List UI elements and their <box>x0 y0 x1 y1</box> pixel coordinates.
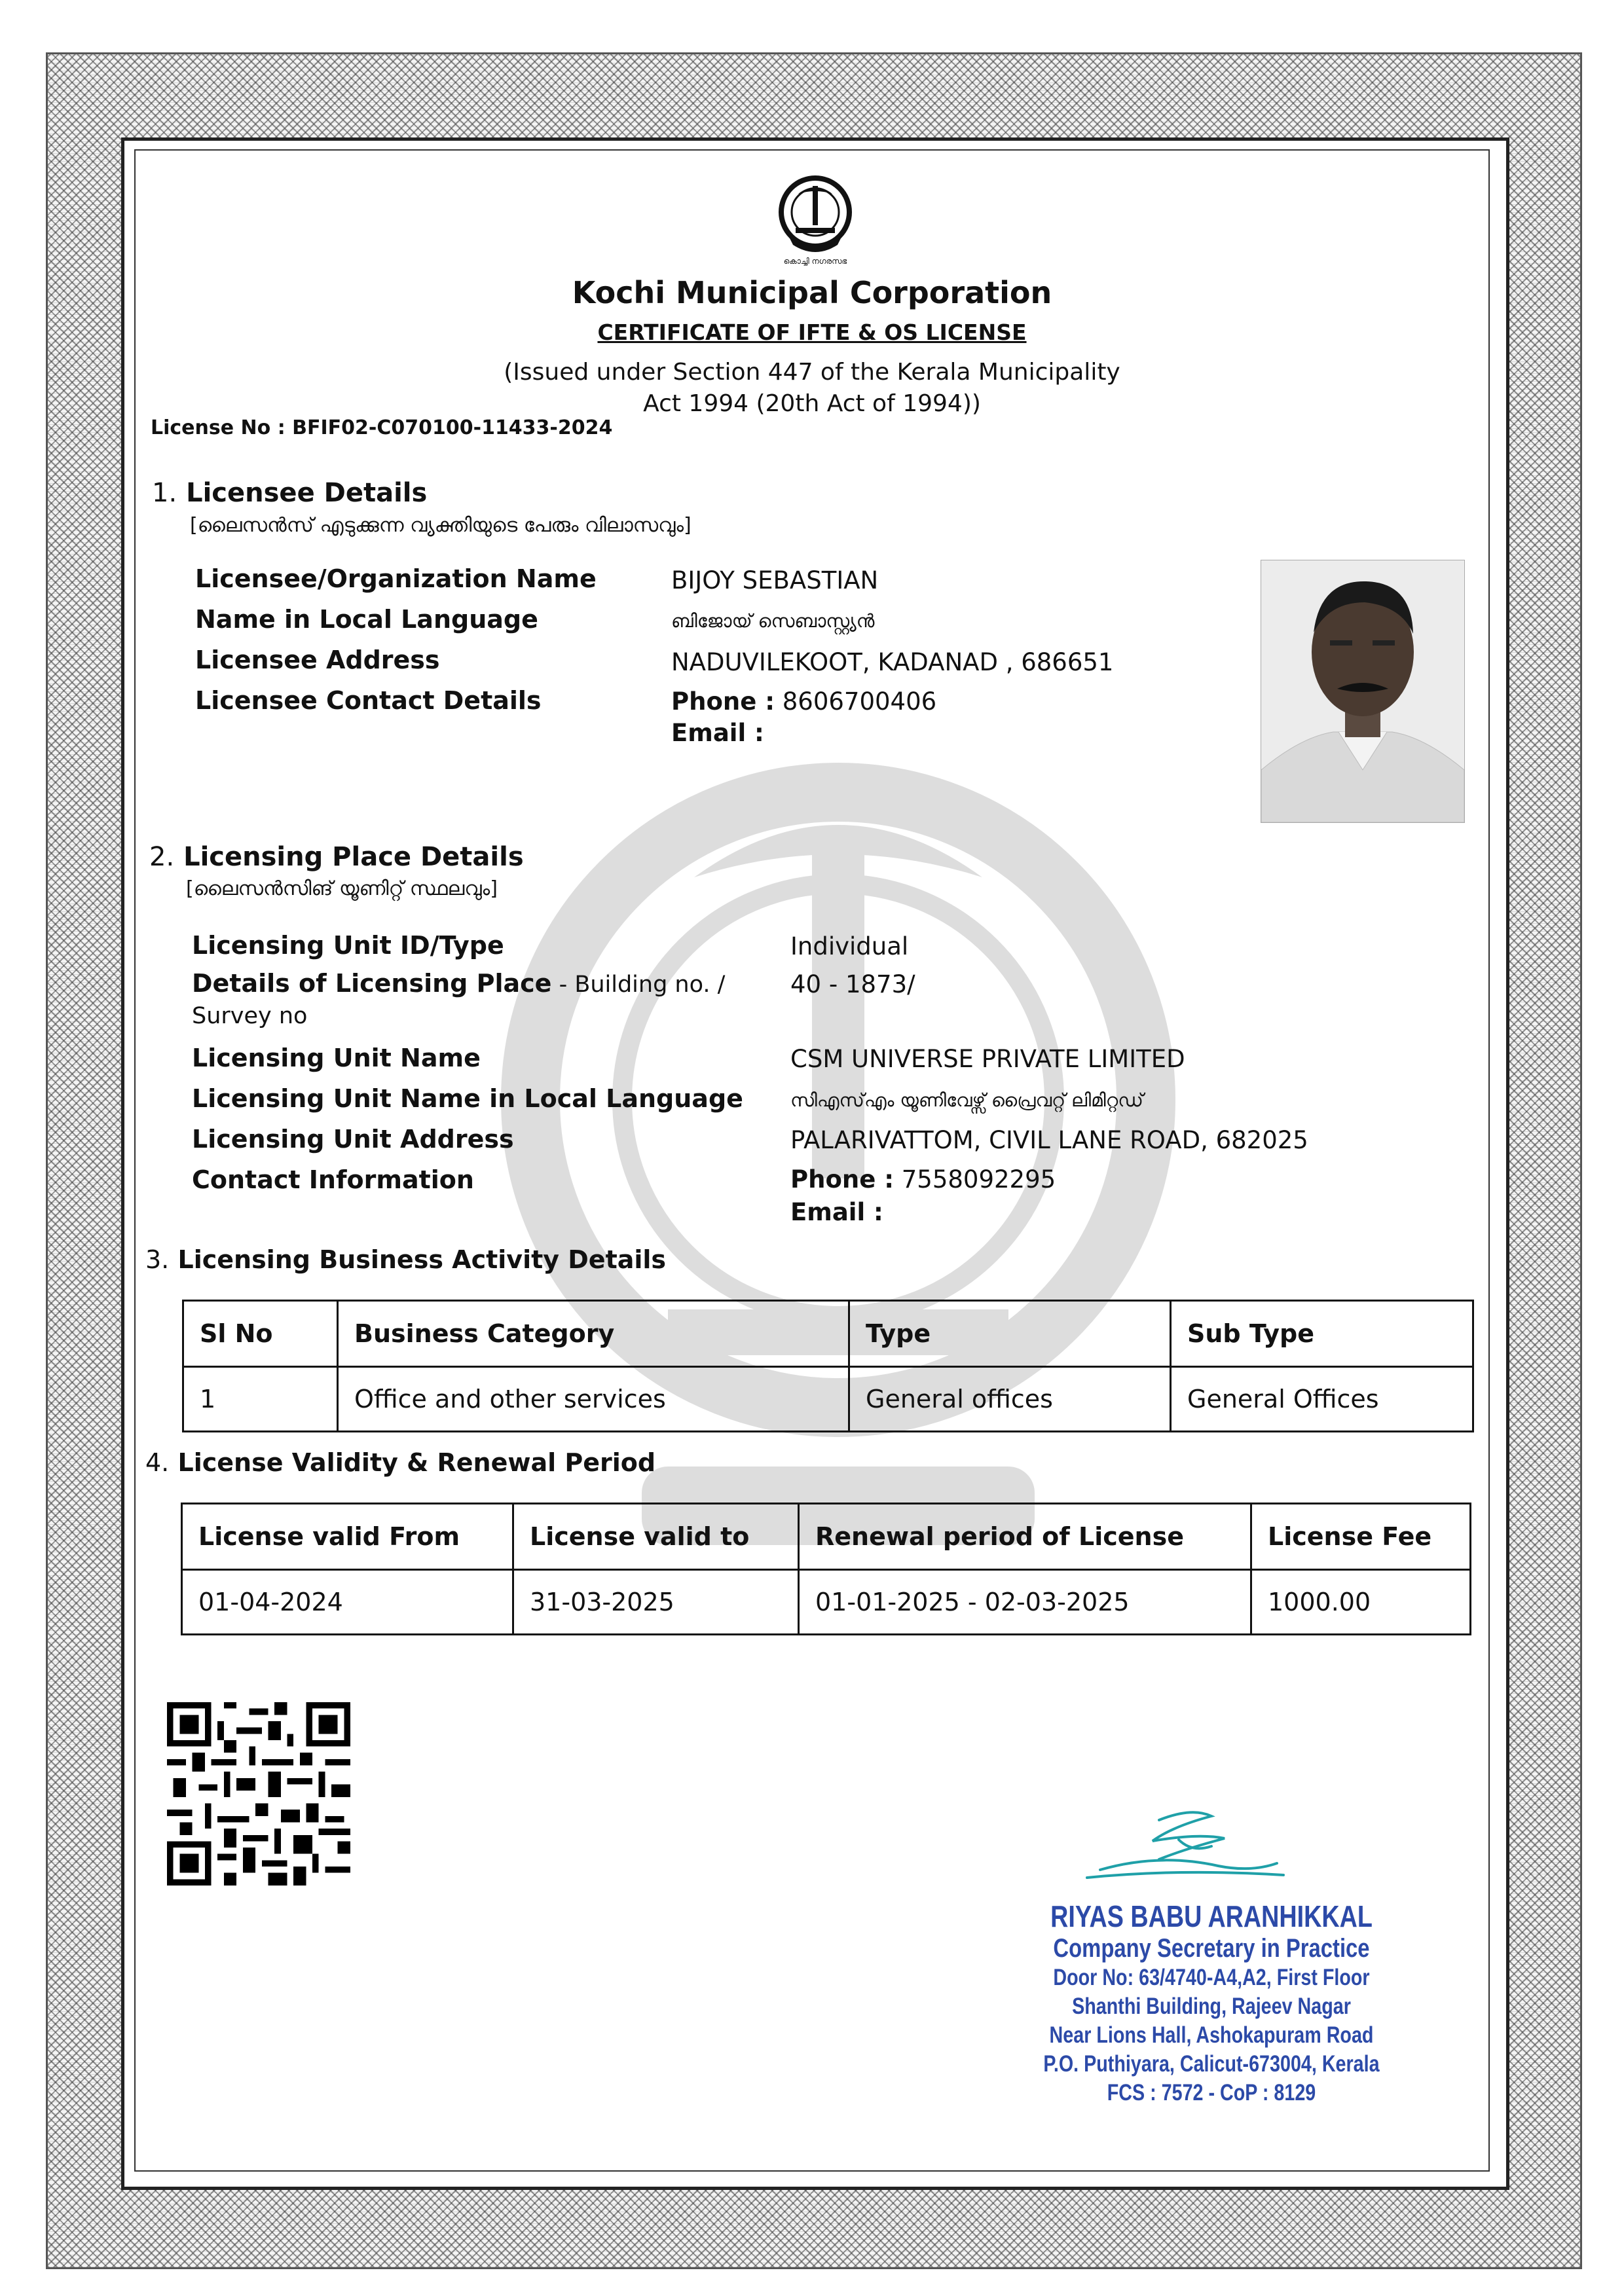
stamp-line-4: P.O. Puthiyara, Calicut-673004, Kerala <box>1043 2051 1380 2077</box>
local-name-label: Name in Local Language <box>195 605 538 634</box>
activity-header-row <box>183 1301 1473 1367</box>
licensee-address-value: NADUVILEKOOT, KADANAD , 686651 <box>671 648 1114 676</box>
licensee-email-label: Email : <box>671 719 764 747</box>
activity-cell-category: Office and other services <box>338 1367 849 1432</box>
issued-line-1: (Issued under Section 447 of the Kerala Municipality <box>504 359 1120 386</box>
activity-cell-type: General offices <box>849 1367 1171 1432</box>
licensee-name-label: Licensee/Organization Name <box>195 564 597 593</box>
licensee-address-label: Licensee Address <box>195 646 440 674</box>
practitioner-stamp <box>970 1899 1453 2107</box>
validity-header-renewal: Renewal period of License <box>799 1504 1251 1570</box>
contact-info-label: Contact Information <box>192 1165 474 1194</box>
section-2-title: Licensing Place Details <box>183 842 524 872</box>
unit-address-value: PALARIVATTOM, CIVIL LANE ROAD, 682025 <box>790 1126 1308 1154</box>
validity-header-from: License valid From <box>182 1504 513 1570</box>
validity-cell-from: 01-04-2024 <box>182 1570 513 1635</box>
qr-code-icon <box>167 1702 350 1886</box>
section-3-number: 3. <box>145 1245 170 1274</box>
local-name-value: ബിജോയ് സെബാസ്റ്റ്യൻ <box>671 610 875 632</box>
section-1-number: 1. <box>152 478 177 508</box>
section-3-heading <box>145 1245 666 1274</box>
unit-id-label: Licensing Unit ID/Type <box>192 931 504 960</box>
place-details-value: 40 - 1873/ <box>790 970 915 998</box>
unit-name-value: CSM UNIVERSE PRIVATE LIMITED <box>790 1045 1185 1073</box>
unit-email-label: Email : <box>790 1198 883 1226</box>
stamp-line-1: Door No: 63/4740-A4,A2, First Floor <box>1053 1965 1370 1990</box>
licensee-phone-label: Phone : <box>671 687 775 716</box>
person-photo-icon <box>1261 560 1464 822</box>
section-2-heading <box>149 842 524 872</box>
validity-cell-to: 31-03-2025 <box>513 1570 799 1635</box>
unit-phone <box>790 1165 1056 1194</box>
stamp-name: RIYAS BABU ARANHIKKAL <box>1050 1899 1373 1933</box>
emblem-caption: കൊച്ചി നഗരസഭ <box>783 257 847 266</box>
unit-name-label: Licensing Unit Name <box>192 1044 481 1072</box>
signature-icon <box>1061 1807 1297 1892</box>
stamp-line-3: Near Lions Hall, Ashokapuram Road <box>1049 2022 1374 2048</box>
unit-address-label: Licensing Unit Address <box>192 1125 514 1154</box>
validity-cell-renewal: 01-01-2025 - 02-03-2025 <box>799 1570 1251 1635</box>
section-4-title: License Validity & Renewal Period <box>177 1448 656 1477</box>
licensee-phone <box>671 687 936 716</box>
validity-cell-fee: 1000.00 <box>1251 1570 1471 1635</box>
activity-cell-subtype: General Offices <box>1171 1367 1473 1432</box>
certificate-title: CERTIFICATE OF IFTE & OS LICENSE <box>597 319 1027 345</box>
place-details-label-rest: - Building no. / <box>551 972 726 998</box>
unit-phone-label: Phone : <box>790 1165 894 1194</box>
activity-header-category: Business Category <box>338 1301 849 1367</box>
validity-table <box>181 1503 1471 1635</box>
validity-header-row <box>182 1504 1471 1570</box>
section-3-title: Licensing Business Activity Details <box>177 1245 667 1274</box>
table-row <box>183 1367 1473 1432</box>
unit-phone-value: 7558092295 <box>901 1165 1056 1194</box>
unit-local-label: Licensing Unit Name in Local Language <box>192 1084 743 1113</box>
issued-line-2: Act 1994 (20th Act of 1994)) <box>643 390 981 417</box>
license-number: License No : BFIF02-C070100-11433-2024 <box>151 416 613 439</box>
organization-title: Kochi Municipal Corporation <box>572 275 1052 310</box>
licensee-name-value: BIJOY SEBASTIAN <box>671 566 879 594</box>
section-2-number: 2. <box>149 842 175 872</box>
activity-cell-slno: 1 <box>183 1367 338 1432</box>
section-1-subtitle: [ലൈസൻസ് എടുക്കുന്ന വ്യക്തിയുടെ പേരും വിലാസവും] <box>190 514 692 537</box>
licensee-contact-label: Licensee Contact Details <box>195 686 542 715</box>
stamp-line-2: Shanthi Building, Rajeev Nagar <box>1072 1994 1351 2019</box>
activity-header-slno: Sl No <box>183 1301 338 1367</box>
kochi-emblem-icon <box>769 172 861 270</box>
licensee-phone-value: 8606700406 <box>782 687 937 716</box>
activity-table <box>182 1300 1474 1432</box>
place-details-label <box>192 969 725 998</box>
licensee-email <box>671 719 764 747</box>
activity-header-type: Type <box>849 1301 1171 1367</box>
section-1-heading <box>152 478 427 508</box>
section-1-title: Licensee Details <box>186 478 428 508</box>
table-row <box>182 1570 1471 1635</box>
unit-local-value: സിഎസ്എം യൂണിവേഴ്സ് പ്രൈവറ്റ് ലിമിറ്റഡ് <box>790 1089 1143 1111</box>
validity-header-fee: License Fee <box>1251 1504 1471 1570</box>
place-details-label-line2: Survey no <box>192 1003 308 1029</box>
activity-header-subtype: Sub Type <box>1171 1301 1473 1367</box>
unit-email <box>790 1198 883 1226</box>
place-details-label-bold: Details of Licensing Place <box>192 969 552 998</box>
section-4-number: 4. <box>145 1448 170 1477</box>
section-2-subtitle: [ലൈസൻസിങ് യൂണിറ്റ് സ്ഥലവും] <box>186 877 498 900</box>
issued-under <box>458 357 1166 420</box>
validity-header-to: License valid to <box>513 1504 799 1570</box>
stamp-designation: Company Secretary in Practice <box>1053 1934 1370 1963</box>
stamp-line-5: FCS : 7572 - CoP : 8129 <box>1107 2080 1316 2105</box>
section-4-heading <box>145 1448 655 1477</box>
unit-id-value: Individual <box>790 932 909 960</box>
licensee-photo <box>1261 560 1465 823</box>
